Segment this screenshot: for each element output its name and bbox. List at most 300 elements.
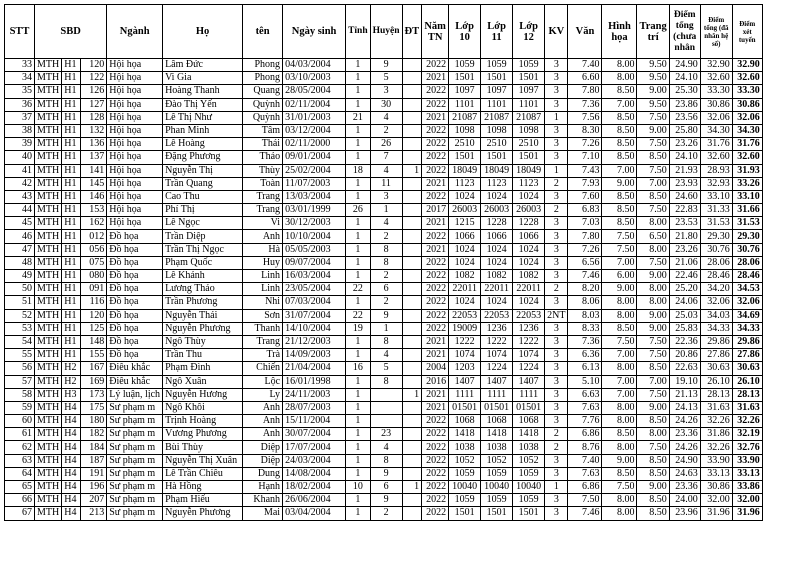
cell-van: 7.80	[568, 85, 602, 98]
cell-nganh: Sư phạm m	[107, 415, 163, 428]
cell-van: 6.86	[568, 481, 602, 494]
cell-sbd-group: H4	[62, 441, 81, 454]
cell-hinh-hoa: 6.00	[602, 270, 637, 283]
cell-sbd-prefix: MTH	[35, 309, 62, 322]
cell-ngay-sinh: 07/03/2004	[283, 296, 346, 309]
cell-hinh-hoa: 8.00	[602, 401, 637, 414]
cell-ngay-sinh: 03/12/2004	[283, 124, 346, 137]
cell-diem-tong-chua-nhan: 25.30	[669, 85, 700, 98]
cell-ten: Toàn	[243, 177, 283, 190]
cell-kv: 3	[545, 138, 568, 151]
cell-nganh: Hội họa	[107, 72, 163, 85]
cell-kv: 3	[545, 335, 568, 348]
cell-ho: Đặng Phương	[163, 151, 243, 164]
cell-tinh: 1	[346, 428, 371, 441]
cell-nganh: Lý luận, lịch	[107, 388, 163, 401]
table-row	[5, 428, 763, 441]
cell-diem-tong-da-nhan: 30.63	[700, 362, 732, 375]
cell-dt: 1	[402, 164, 422, 177]
cell-diem-xet-tuyen: 28.13	[732, 388, 762, 401]
cell-tinh: 1	[346, 138, 371, 151]
cell-lop-10: 1215	[449, 217, 481, 230]
cell-ten: Mai	[243, 507, 283, 520]
cell-ten: Ly	[243, 388, 283, 401]
cell-tinh: 1	[346, 177, 371, 190]
cell-tinh: 26	[346, 204, 371, 217]
cell-trang-tri: 7.50	[637, 204, 669, 217]
cell-lop-12: 2510	[513, 138, 545, 151]
cell-lop-12: 26003	[513, 204, 545, 217]
cell-diem-xet-tuyen: 32.00	[732, 494, 762, 507]
cell-lop-12: 1024	[513, 256, 545, 269]
cell-ten: Thảo	[243, 151, 283, 164]
cell-lop-12: 1222	[513, 335, 545, 348]
cell-ho: Trần Quang	[163, 177, 243, 190]
cell-tinh: 1	[346, 507, 371, 520]
cell-sbd-prefix: MTH	[35, 230, 62, 243]
cell-van: 7.43	[568, 164, 602, 177]
cell-nam-tn: 2022	[422, 98, 449, 111]
cell-trang-tri: 9.50	[637, 98, 669, 111]
cell-ten: Dung	[243, 467, 283, 480]
cell-tinh: 1	[346, 190, 371, 203]
cell-diem-tong-chua-nhan: 22.83	[669, 204, 700, 217]
cell-diem-tong-chua-nhan: 21.80	[669, 230, 700, 243]
cell-dt	[402, 428, 422, 441]
cell-diem-xet-tuyen: 32.76	[732, 441, 762, 454]
cell-ho: Ngô Khôi	[163, 401, 243, 414]
cell-diem-xet-tuyen: 31.66	[732, 204, 762, 217]
cell-ngay-sinh: 18/02/2004	[283, 481, 346, 494]
cell-sbd-group: H4	[62, 507, 81, 520]
cell-diem-tong-chua-nhan: 23.53	[669, 217, 700, 230]
cell-sbd-group: H1	[62, 85, 81, 98]
cell-stt: 59	[5, 401, 35, 414]
cell-lop-11: 10040	[481, 481, 513, 494]
cell-trang-tri: 7.50	[637, 111, 669, 124]
cell-nganh: Hội họa	[107, 138, 163, 151]
cell-sbd-prefix: MTH	[35, 507, 62, 520]
cell-kv: 3	[545, 322, 568, 335]
cell-ho: Nguyễn Thị Xuân	[163, 454, 243, 467]
cell-nam-tn: 2022	[422, 164, 449, 177]
cell-diem-tong-chua-nhan: 25.03	[669, 309, 700, 322]
cell-nam-tn: 2021	[422, 243, 449, 256]
cell-ngay-sinh: 09/01/2004	[283, 151, 346, 164]
table-row	[5, 309, 763, 322]
cell-kv: 3	[545, 401, 568, 414]
cell-nganh: Đồ họa	[107, 322, 163, 335]
cell-dt	[402, 270, 422, 283]
cell-huyen: 4	[370, 164, 402, 177]
table-row	[5, 190, 763, 203]
cell-nganh: Điêu khắc	[107, 375, 163, 388]
cell-trang-tri: 9.00	[637, 401, 669, 414]
cell-hinh-hoa: 8.00	[602, 494, 637, 507]
cell-ten: Thùy	[243, 164, 283, 177]
cell-ten: Trang	[243, 204, 283, 217]
cell-hinh-hoa: 8.00	[602, 415, 637, 428]
cell-trang-tri: 9.50	[637, 72, 669, 85]
cell-stt: 63	[5, 454, 35, 467]
cell-diem-tong-da-nhan: 26.10	[700, 375, 732, 388]
cell-nam-tn: 2021	[422, 401, 449, 414]
cell-nam-tn: 2021	[422, 335, 449, 348]
cell-diem-tong-da-nhan: 32.26	[700, 415, 732, 428]
cell-dt	[402, 415, 422, 428]
cell-diem-xet-tuyen: 30.63	[732, 362, 762, 375]
cell-hinh-hoa: 8.50	[602, 111, 637, 124]
cell-sbd-number: 056	[81, 243, 107, 256]
cell-diem-tong-da-nhan: 33.90	[700, 454, 732, 467]
cell-huyen: 5	[370, 362, 402, 375]
cell-lop-11: 1101	[481, 98, 513, 111]
cell-diem-tong-da-nhan: 30.76	[700, 243, 732, 256]
header-diem-xet-tuyen: Điểm xét tuyển	[732, 5, 762, 59]
cell-lop-11: 1068	[481, 415, 513, 428]
cell-diem-tong-da-nhan: 32.93	[700, 177, 732, 190]
cell-nam-tn: 2022	[422, 309, 449, 322]
header-kv: KV	[545, 5, 568, 59]
cell-diem-tong-da-nhan: 32.90	[700, 59, 732, 72]
cell-hinh-hoa: 9.00	[602, 283, 637, 296]
cell-stt: 36	[5, 98, 35, 111]
cell-lop-10: 1052	[449, 454, 481, 467]
cell-ho: Vi Gia	[163, 72, 243, 85]
table-row	[5, 481, 763, 494]
cell-ngay-sinh: 17/07/2004	[283, 441, 346, 454]
cell-ho: Phạm Đình	[163, 362, 243, 375]
cell-stt: 50	[5, 283, 35, 296]
cell-sbd-number: 128	[81, 111, 107, 124]
cell-van: 7.93	[568, 177, 602, 190]
cell-stt: 38	[5, 124, 35, 137]
cell-nganh: Sư phạm m	[107, 428, 163, 441]
cell-ten: Quang	[243, 85, 283, 98]
cell-huyen	[370, 415, 402, 428]
cell-sbd-group: H1	[62, 138, 81, 151]
cell-hinh-hoa: 7.00	[602, 164, 637, 177]
cell-nam-tn: 2021	[422, 349, 449, 362]
cell-kv: 3	[545, 243, 568, 256]
cell-sbd-number: 122	[81, 72, 107, 85]
cell-ten: Anh	[243, 428, 283, 441]
cell-tinh: 22	[346, 283, 371, 296]
cell-lop-11: 1024	[481, 190, 513, 203]
cell-diem-tong-chua-nhan: 22.46	[669, 270, 700, 283]
header-tinh: Tỉnh	[346, 5, 371, 59]
cell-sbd-number: 175	[81, 401, 107, 414]
cell-stt: 39	[5, 138, 35, 151]
cell-lop-10: 1059	[449, 467, 481, 480]
cell-sbd-number: 182	[81, 428, 107, 441]
cell-dt: 1	[402, 481, 422, 494]
cell-diem-xet-tuyen: 30.76	[732, 243, 762, 256]
cell-nam-tn: 2022	[422, 124, 449, 137]
cell-hinh-hoa: 7.50	[602, 335, 637, 348]
cell-ngay-sinh: 10/10/2004	[283, 230, 346, 243]
cell-stt: 47	[5, 243, 35, 256]
cell-diem-xet-tuyen: 33.10	[732, 190, 762, 203]
cell-dt	[402, 190, 422, 203]
cell-ho: Trần Thị Ngọc	[163, 243, 243, 256]
cell-lop-12: 1407	[513, 375, 545, 388]
cell-nam-tn: 2022	[422, 428, 449, 441]
cell-hinh-hoa: 8.50	[602, 138, 637, 151]
cell-hinh-hoa: 8.50	[602, 467, 637, 480]
cell-hinh-hoa: 9.00	[602, 454, 637, 467]
cell-ten: Thanh	[243, 322, 283, 335]
cell-ngay-sinh: 16/01/1998	[283, 375, 346, 388]
cell-kv: 3	[545, 217, 568, 230]
cell-nganh: Sư phạm m	[107, 441, 163, 454]
cell-tinh: 1	[346, 230, 371, 243]
cell-tinh: 1	[346, 441, 371, 454]
table-row	[5, 494, 763, 507]
cell-diem-tong-chua-nhan: 23.36	[669, 481, 700, 494]
cell-huyen: 4	[370, 111, 402, 124]
cell-lop-10: 1098	[449, 124, 481, 137]
cell-stt: 56	[5, 362, 35, 375]
cell-van: 6.56	[568, 256, 602, 269]
cell-ho: Trịnh Hoàng	[163, 415, 243, 428]
cell-diem-tong-da-nhan: 29.30	[700, 230, 732, 243]
cell-sbd-number: 126	[81, 85, 107, 98]
cell-lop-10: 21087	[449, 111, 481, 124]
cell-sbd-group: H1	[62, 72, 81, 85]
cell-ten: Anh	[243, 230, 283, 243]
cell-tinh: 1	[346, 335, 371, 348]
cell-dt	[402, 283, 422, 296]
cell-diem-tong-da-nhan: 32.60	[700, 72, 732, 85]
cell-lop-12: 21087	[513, 111, 545, 124]
cell-huyen: 8	[370, 375, 402, 388]
cell-van: 7.76	[568, 415, 602, 428]
cell-diem-tong-da-nhan: 28.06	[700, 256, 732, 269]
cell-tinh: 21	[346, 111, 371, 124]
cell-sbd-group: H1	[62, 230, 81, 243]
cell-lop-10: 1024	[449, 190, 481, 203]
cell-sbd-number: 153	[81, 204, 107, 217]
cell-sbd-prefix: MTH	[35, 151, 62, 164]
cell-sbd-group: H1	[62, 124, 81, 137]
cell-trang-tri: 9.00	[637, 124, 669, 137]
cell-ho: Ngô Thùy	[163, 335, 243, 348]
cell-kv: 3	[545, 85, 568, 98]
cell-lop-11: 1024	[481, 256, 513, 269]
cell-nganh: Sư phạm m	[107, 494, 163, 507]
cell-sbd-prefix: MTH	[35, 401, 62, 414]
cell-huyen: 4	[370, 217, 402, 230]
cell-lop-12: 10040	[513, 481, 545, 494]
cell-van: 6.63	[568, 388, 602, 401]
cell-hinh-hoa: 8.00	[602, 309, 637, 322]
header-nam-tn: Năm TN	[422, 5, 449, 59]
cell-lop-10: 1097	[449, 85, 481, 98]
cell-diem-tong-chua-nhan: 23.93	[669, 177, 700, 190]
cell-diem-tong-da-nhan: 33.10	[700, 190, 732, 203]
cell-diem-tong-da-nhan: 32.00	[700, 494, 732, 507]
cell-sbd-prefix: MTH	[35, 59, 62, 72]
cell-huyen: 2	[370, 124, 402, 137]
cell-trang-tri: 8.50	[637, 362, 669, 375]
cell-dt	[402, 296, 422, 309]
cell-ten: Linh	[243, 270, 283, 283]
cell-lop-11: 1097	[481, 85, 513, 98]
table-row	[5, 401, 763, 414]
cell-diem-xet-tuyen: 31.53	[732, 217, 762, 230]
cell-diem-tong-da-nhan: 32.26	[700, 441, 732, 454]
cell-ngay-sinh: 03/04/2004	[283, 507, 346, 520]
cell-diem-tong-chua-nhan: 24.00	[669, 494, 700, 507]
cell-hinh-hoa: 8.50	[602, 85, 637, 98]
cell-sbd-prefix: MTH	[35, 256, 62, 269]
cell-lop-11: 1059	[481, 494, 513, 507]
cell-ngay-sinh: 28/07/2003	[283, 401, 346, 414]
cell-lop-12: 1228	[513, 217, 545, 230]
cell-lop-12: 01501	[513, 401, 545, 414]
cell-tinh: 1	[346, 243, 371, 256]
cell-dt	[402, 217, 422, 230]
cell-stt: 49	[5, 270, 35, 283]
cell-diem-tong-da-nhan: 32.06	[700, 296, 732, 309]
cell-nganh: Hội họa	[107, 59, 163, 72]
table-row	[5, 362, 763, 375]
cell-sbd-prefix: MTH	[35, 85, 62, 98]
cell-huyen: 1	[370, 204, 402, 217]
cell-huyen: 9	[370, 467, 402, 480]
cell-sbd-number: 120	[81, 59, 107, 72]
cell-van: 7.56	[568, 111, 602, 124]
cell-dt	[402, 309, 422, 322]
table-row	[5, 151, 763, 164]
cell-nam-tn: 2021	[422, 111, 449, 124]
header-ngay-sinh: Ngày sinh	[283, 5, 346, 59]
cell-sbd-prefix: MTH	[35, 164, 62, 177]
cell-ho: Hoàng Thanh	[163, 85, 243, 98]
cell-nganh: Đồ họa	[107, 230, 163, 243]
cell-diem-xet-tuyen: 34.53	[732, 283, 762, 296]
cell-sbd-prefix: MTH	[35, 481, 62, 494]
cell-ten: Lộc	[243, 375, 283, 388]
cell-diem-xet-tuyen: 26.10	[732, 375, 762, 388]
cell-tinh: 1	[346, 454, 371, 467]
cell-ho: Lê Thị Như	[163, 111, 243, 124]
cell-stt: 42	[5, 177, 35, 190]
cell-ten: Thái	[243, 138, 283, 151]
cell-sbd-number: 184	[81, 441, 107, 454]
cell-lop-10: 1222	[449, 335, 481, 348]
table-row	[5, 72, 763, 85]
cell-ho: Lê Hoàng	[163, 138, 243, 151]
cell-nam-tn: 2016	[422, 375, 449, 388]
cell-sbd-prefix: MTH	[35, 428, 62, 441]
cell-diem-tong-da-nhan: 32.60	[700, 151, 732, 164]
cell-tinh: 1	[346, 151, 371, 164]
cell-sbd-prefix: MTH	[35, 217, 62, 230]
cell-van: 8.03	[568, 309, 602, 322]
cell-ngay-sinh: 28/05/2004	[283, 85, 346, 98]
cell-diem-xet-tuyen: 33.90	[732, 454, 762, 467]
cell-nganh: Đồ họa	[107, 283, 163, 296]
cell-lop-12: 18049	[513, 164, 545, 177]
cell-huyen	[370, 388, 402, 401]
cell-dt	[402, 441, 422, 454]
cell-diem-xet-tuyen: 31.76	[732, 138, 762, 151]
table-row	[5, 85, 763, 98]
cell-stt: 64	[5, 467, 35, 480]
cell-tinh: 18	[346, 164, 371, 177]
cell-nam-tn: 2022	[422, 454, 449, 467]
cell-ngay-sinh: 31/07/2004	[283, 309, 346, 322]
cell-trang-tri: 8.50	[637, 415, 669, 428]
cell-hinh-hoa: 8.00	[602, 72, 637, 85]
cell-sbd-number: 116	[81, 296, 107, 309]
cell-lop-11: 1024	[481, 243, 513, 256]
cell-diem-xet-tuyen: 34.30	[732, 124, 762, 137]
cell-kv: 3	[545, 59, 568, 72]
cell-ngay-sinh: 05/05/2003	[283, 243, 346, 256]
cell-lop-10: 19009	[449, 322, 481, 335]
cell-ten: Trang	[243, 335, 283, 348]
cell-lop-11: 1111	[481, 388, 513, 401]
cell-lop-11: 1082	[481, 270, 513, 283]
cell-hinh-hoa: 8.50	[602, 322, 637, 335]
cell-sbd-number: 207	[81, 494, 107, 507]
cell-ngay-sinh: 24/11/2003	[283, 388, 346, 401]
cell-van: 7.50	[568, 494, 602, 507]
cell-ten: Diệp	[243, 454, 283, 467]
cell-van: 7.40	[568, 454, 602, 467]
cell-tinh: 1	[346, 124, 371, 137]
cell-sbd-number: 127	[81, 98, 107, 111]
cell-diem-xet-tuyen: 32.60	[732, 151, 762, 164]
cell-van: 6.60	[568, 72, 602, 85]
cell-diem-tong-chua-nhan: 23.56	[669, 111, 700, 124]
cell-huyen: 4	[370, 441, 402, 454]
cell-ho: Lâm Đức	[163, 59, 243, 72]
cell-trang-tri: 9.00	[637, 85, 669, 98]
cell-diem-xet-tuyen: 29.86	[732, 335, 762, 348]
cell-sbd-prefix: MTH	[35, 204, 62, 217]
cell-lop-12: 1236	[513, 322, 545, 335]
cell-dt	[402, 362, 422, 375]
cell-stt: 35	[5, 85, 35, 98]
cell-ten: Nhi	[243, 296, 283, 309]
cell-sbd-group: H1	[62, 243, 81, 256]
cell-lop-10: 1059	[449, 59, 481, 72]
cell-diem-xet-tuyen: 32.19	[732, 428, 762, 441]
cell-diem-tong-da-nhan: 30.86	[700, 481, 732, 494]
cell-nam-tn: 2022	[422, 441, 449, 454]
cell-hinh-hoa: 8.00	[602, 362, 637, 375]
cell-sbd-group: H1	[62, 322, 81, 335]
cell-lop-12: 1097	[513, 85, 545, 98]
cell-trang-tri: 7.00	[637, 375, 669, 388]
cell-lop-10: 1074	[449, 349, 481, 362]
table-row	[5, 296, 763, 309]
table-header	[5, 5, 763, 59]
cell-van: 6.86	[568, 428, 602, 441]
cell-lop-11: 1059	[481, 467, 513, 480]
cell-diem-tong-chua-nhan: 25.20	[669, 283, 700, 296]
cell-diem-tong-chua-nhan: 23.86	[669, 98, 700, 111]
cell-ten: Linh	[243, 283, 283, 296]
cell-nganh: Sư phạm m	[107, 401, 163, 414]
cell-lop-11: 1418	[481, 428, 513, 441]
cell-sbd-number: 180	[81, 415, 107, 428]
cell-van: 8.06	[568, 296, 602, 309]
